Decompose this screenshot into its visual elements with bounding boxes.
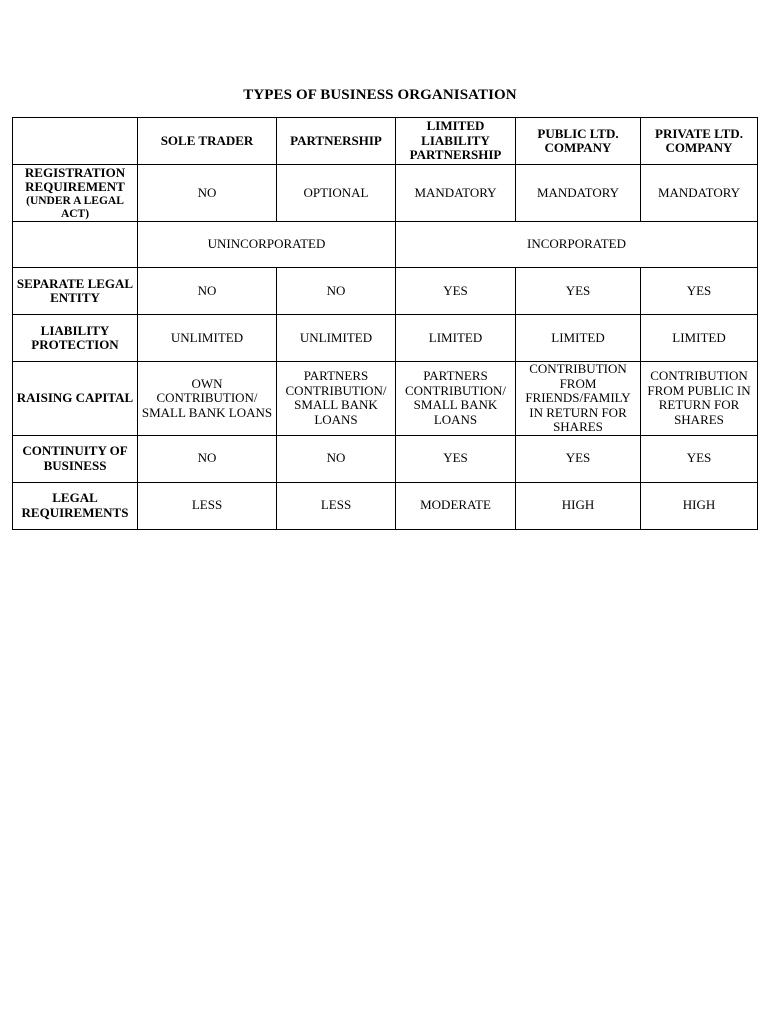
- table-row-liability: [13, 315, 758, 362]
- row-label-registration: [13, 165, 138, 222]
- cell-liability-partnership: UNLIMITED: [277, 315, 396, 362]
- cell-legal-private: HIGH: [641, 482, 758, 529]
- cell-liability-private: LIMITED: [641, 315, 758, 362]
- table-row-separate-entity: [13, 268, 758, 315]
- cell-continuity-partnership: NO: [277, 435, 396, 482]
- cell-separate-llp: YES: [396, 268, 516, 315]
- cell-unincorporated: UNINCORPORATED: [138, 222, 396, 268]
- cell-liability-llp: LIMITED: [396, 315, 516, 362]
- registration-sublabel: (UNDER A LEGAL ACT): [26, 194, 124, 220]
- table-row-raising-capital: [13, 362, 758, 436]
- cell-liability-public: LIMITED: [516, 315, 641, 362]
- table-row-continuity: [13, 435, 758, 482]
- header-limited-liability-partnership: LIMITED LIABILITY PARTNERSHIP: [396, 118, 516, 165]
- table-row-registration: [13, 165, 758, 222]
- cell-raising-private: CONTRIBUTION FROM PUBLIC IN RETURN FOR SHARES: [641, 362, 758, 436]
- table-row-legal-requirements: [13, 482, 758, 529]
- business-organisation-table: [12, 117, 758, 530]
- cell-registration-sole-trader: NO: [138, 165, 277, 222]
- cell-legal-llp: MODERATE: [396, 482, 516, 529]
- cell-registration-llp: MANDATORY: [396, 165, 516, 222]
- cell-separate-partnership: NO: [277, 268, 396, 315]
- cell-separate-sole-trader: NO: [138, 268, 277, 315]
- cell-registration-public: MANDATORY: [516, 165, 641, 222]
- cell-continuity-llp: YES: [396, 435, 516, 482]
- cell-raising-llp: PARTNERS CONTRIBUTION/ SMALL BANK LOANS: [396, 362, 516, 436]
- cell-registration-partnership: OPTIONAL: [277, 165, 396, 222]
- cell-separate-private: YES: [641, 268, 758, 315]
- row-label-liability: LIABILITY PROTECTION: [13, 315, 138, 362]
- header-private-ltd-company: PRIVATE LTD. COMPANY: [641, 118, 758, 165]
- cell-raising-sole-trader: OWN CONTRIBUTION/ SMALL BANK LOANS: [138, 362, 277, 436]
- row-label-legal-requirements: LEGAL REQUIREMENTS: [13, 482, 138, 529]
- cell-liability-sole-trader: UNLIMITED: [138, 315, 277, 362]
- cell-continuity-sole-trader: NO: [138, 435, 277, 482]
- cell-continuity-private: YES: [641, 435, 758, 482]
- header-public-ltd-company: PUBLIC LTD. COMPANY: [516, 118, 641, 165]
- cell-legal-sole-trader: LESS: [138, 482, 277, 529]
- cell-continuity-public: YES: [516, 435, 641, 482]
- row-label-continuity: CONTINUITY OF BUSINESS: [13, 435, 138, 482]
- table-header-row: [13, 118, 758, 165]
- cell-legal-public: HIGH: [516, 482, 641, 529]
- cell-separate-public: YES: [516, 268, 641, 315]
- cell-registration-private: MANDATORY: [641, 165, 758, 222]
- header-corner-cell: [13, 118, 138, 165]
- table-row-incorporation: [13, 222, 758, 268]
- row-label-separate-entity: SEPARATE LEGAL ENTITY: [13, 268, 138, 315]
- row-label-incorporation: [13, 222, 138, 268]
- row-label-raising-capital: RAISING CAPITAL: [13, 362, 138, 436]
- header-sole-trader: SOLE TRADER: [138, 118, 277, 165]
- header-partnership: PARTNERSHIP: [277, 118, 396, 165]
- cell-incorporated: INCORPORATED: [396, 222, 758, 268]
- registration-label: REGISTRATION REQUIREMENT: [24, 164, 126, 194]
- cell-raising-partnership: PARTNERS CONTRIBUTION/ SMALL BANK LOANS: [277, 362, 396, 436]
- page-title: TYPES OF BUSINESS ORGANISATION: [243, 87, 517, 103]
- cell-raising-public: CONTRIBUTION FROM FRIENDS/FAMILY IN RETURN FOR SHARES: [516, 362, 641, 436]
- cell-legal-partnership: LESS: [277, 482, 396, 529]
